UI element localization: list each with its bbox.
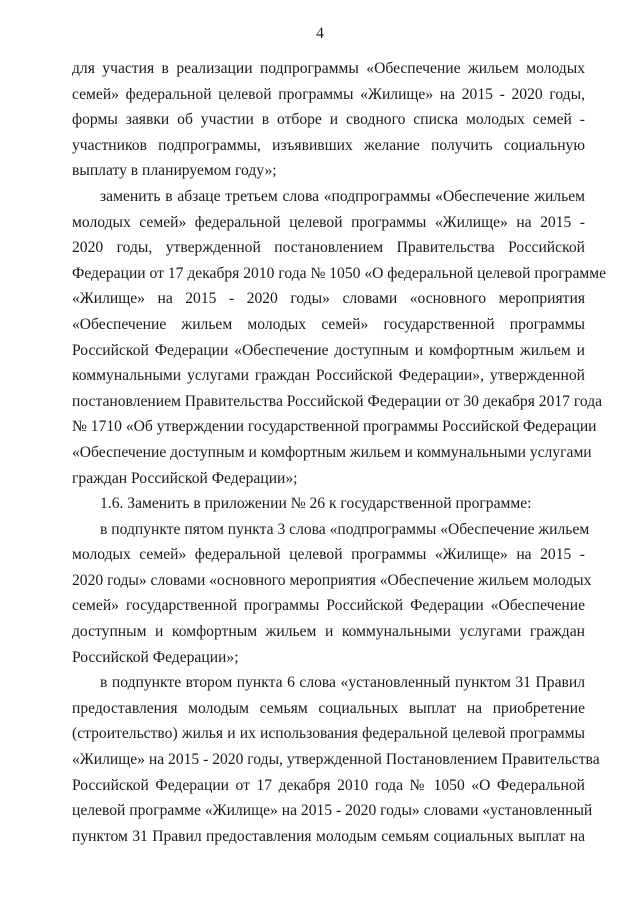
text-line: «Жилище» на 2015 - 2020 годы» словами «основного мероприятия <box>72 290 585 308</box>
text-line: «Обеспечение доступным и комфортным жильем и коммунальными услугами <box>72 443 592 461</box>
text-line: «Обеспечение жильем молодых семей» государственной программы <box>72 315 585 333</box>
text-line: Российской Федерации от 17 декабря 2010 года № 1050 «О Федеральной <box>72 776 585 794</box>
text-line: «Жилище» на 2015 - 2020 годы, утвержденной Постановлением Правительства <box>72 751 600 769</box>
text-line: участников подпрограммы, изъявивших желание получить социальную <box>72 136 585 154</box>
page-number: 4 <box>316 25 324 42</box>
text-line: выплату в планируемом году»; <box>72 162 277 180</box>
text-line: Российской Федерации «Обеспечение доступным и комфортным жильем и <box>72 341 585 359</box>
text-line: коммунальными услугами граждан Российской Федерации», утвержденной <box>72 367 585 385</box>
text-line: семей» федеральной целевой программы «Жилище» на 2015 - 2020 годы, <box>72 85 585 103</box>
text-line: 1.6. Заменить в приложении № 26 к государственной программе: <box>100 495 532 513</box>
text-line: (строительство) жилья и их использования федеральной целевой программы <box>72 725 585 743</box>
text-line: Российской Федерации»; <box>72 648 239 666</box>
text-line: постановлением Правительства Российской Федерации от 30 декабря 2017 года <box>72 392 603 410</box>
text-line: в подпункте втором пункта 6 слова «установленный пунктом 31 Правил <box>100 674 585 692</box>
document-body <box>72 56 607 849</box>
text-line: заменить в абзаце третьем слова «подпрограммы «Обеспечение жильем <box>100 187 585 205</box>
text-line: предоставления молодым семьям социальных выплат на приобретение <box>72 699 585 717</box>
text-line: пунктом 31 Правил предоставления молодым семьям социальных выплат на <box>72 827 585 845</box>
text-line: доступным и комфортным жильем и коммунальными услугами граждан <box>72 623 585 641</box>
text-line: семей» государственной программы Российской Федерации «Обеспечение <box>72 597 585 615</box>
text-line: целевой программе «Жилище» на 2015 - 2020 годы» словами «установленный <box>72 802 593 820</box>
text-line: формы заявки об участии в отборе и сводного списка молодых семей - <box>72 111 585 129</box>
text-line: для участия в реализации подпрограммы «Обеспечение жильем молодых <box>72 60 585 77</box>
text-line: в подпункте пятом пункта 3 слова «подпрограммы «Обеспечение жильем <box>100 520 590 538</box>
text-line: Федерации от 17 декабря 2010 года № 1050 «О федеральной целевой программе <box>72 264 607 282</box>
text-line: 2020 годы» словами «основного мероприятия «Обеспечение жильем молодых <box>72 571 592 589</box>
text-line: молодых семей» федеральной целевой программы «Жилище» на 2015 - <box>72 213 585 231</box>
text-line: молодых семей» федеральной целевой программы «Жилище» на 2015 - <box>72 546 585 564</box>
text-line: 2020 годы, утвержденной постановлением Правительства Российской <box>72 239 585 257</box>
text-line: № 1710 «Об утверждении государственной программы Российской Федерации <box>72 418 597 436</box>
text-line: граждан Российской Федерации»; <box>72 469 298 487</box>
